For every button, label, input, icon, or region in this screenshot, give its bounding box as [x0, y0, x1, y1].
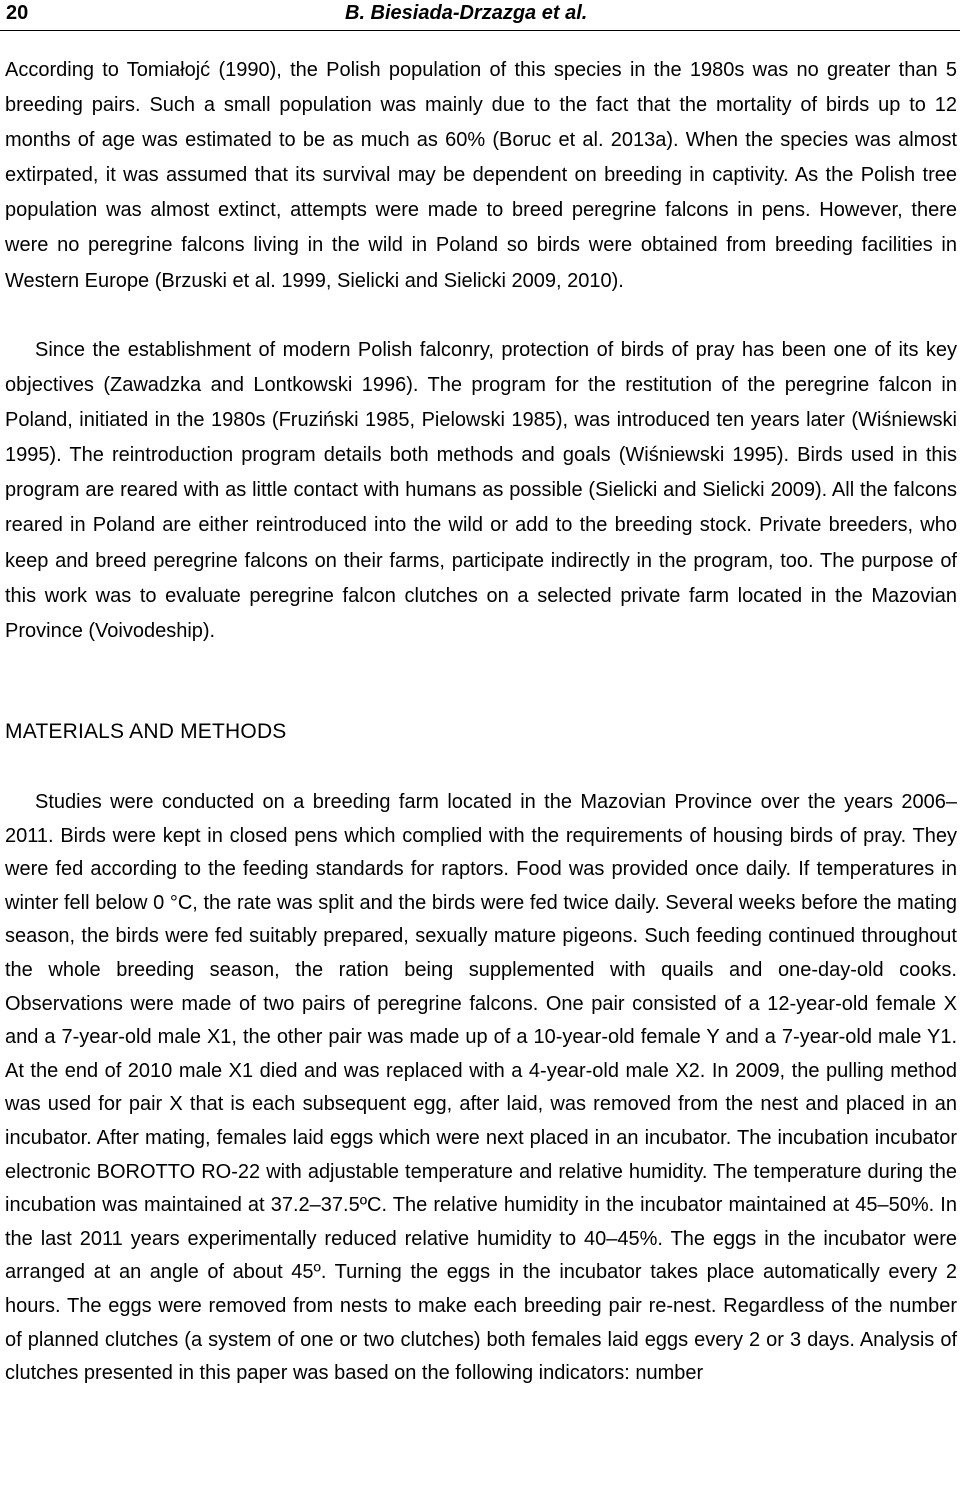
section-heading-materials-methods: MATERIALS AND METHODS	[5, 720, 287, 743]
paragraph-restitution-program: Since the establishment of modern Polish falconry, protection of birds of pray has been one of its key objectives (Zawadzka and Lontkowski 1996). The program for the restitution of the peregrine falcon in Poland, initiated in the 1980s (Fruziński 1985, Pielowski 1985), was introduced ten years later (Wiśniewski 1995). The reintroduction program details both methods and goals (Wiśniewski 1995). Birds used in this program are reared with as little contact with humans as possible (Sielicki and Sielicki 2009). All the falcons reared in Poland are either reintroduced into the wild or add to the breeding stock. Private breeders, who keep and breed peregrine falcons on their farms, participate indirectly in the program, too. The purpose of this work was to evaluate peregrine falcon clutches on a selected private farm located in the Mazovian Province (Voivodeship).	[5, 339, 957, 642]
header-authors: B. Biesiada-Drzazga et al.	[345, 2, 588, 24]
paragraph-population-history: According to Tomiałojć (1990), the Polish population of this species in the 1980s was no greater than 5 breeding pairs. Such a small population was mainly due to the fact that the mortality of birds up to 12 months of age was estimated to be as much as 60% (Boruc et al. 2013a). When the species was almost extirpated, it was assumed that its survival may be dependent on breeding in captivity. As the Polish tree population was almost extinct, attempts were made to breed peregrine falcons in pens. However, there were no peregrine falcons living in the wild in Poland so birds were obtained from breeding facilities in Western Europe (Brzuski et al. 1999, Sielicki and Sielicki 2009, 2010).	[5, 59, 957, 292]
running-header	[0, 0, 960, 31]
paragraph-study-methods: Studies were conducted on a breeding farm located in the Mazovian Province over the years 2006–2011. Birds were kept in closed pens which complied with the requirements of housing birds of pray. They were fed according to the feeding standards for raptors. Food was provided once daily. If temperatures in winter fell below 0 °C, the rate was split and the birds were fed twice daily. Several weeks before the mating season, the birds were fed suitably prepared, sexually mature pigeons. Such feeding continued throughout the whole breeding season, the ration being supplemented with quails and one-day-old cooks. Observations were made of two pairs of peregrine falcons. One pair consisted of a 12-year-old female X and a 7-year-old male X1, the other pair was made up of a 10-year-old female Y and a 7-year-old male Y1. At the end of 2010 male X1 died and was replaced with a 4-year-old male X2. In 2009, the pulling method was used for pair X that is each subsequent egg, after laid, was removed from the nest and placed in an incubator. After mating, females laid eggs which were next placed in an incubator. The incubation incubator electronic BOROTTO RO-22 with adjustable temperature and relative humidity. The temperature during the incubation was maintained at 37.2–37.5ºC. The relative humidity in the incubator maintained at 45–50%. In the last 2011 years experimentally reduced relative humidity to 40–45%. The eggs in the incubator were arranged at an angle of about 45º. Turning the eggs in the incubator takes place automatically every 2 hours. The eggs were removed from nests to make each breeding pair re-nest. Regardless of the number of planned clutches (a system of one or two clutches) both females laid eggs every 2 or 3 days. Analysis of clutches presented in this paper was based on the following indicators: number	[5, 791, 957, 1385]
page-number: 20	[6, 2, 29, 24]
